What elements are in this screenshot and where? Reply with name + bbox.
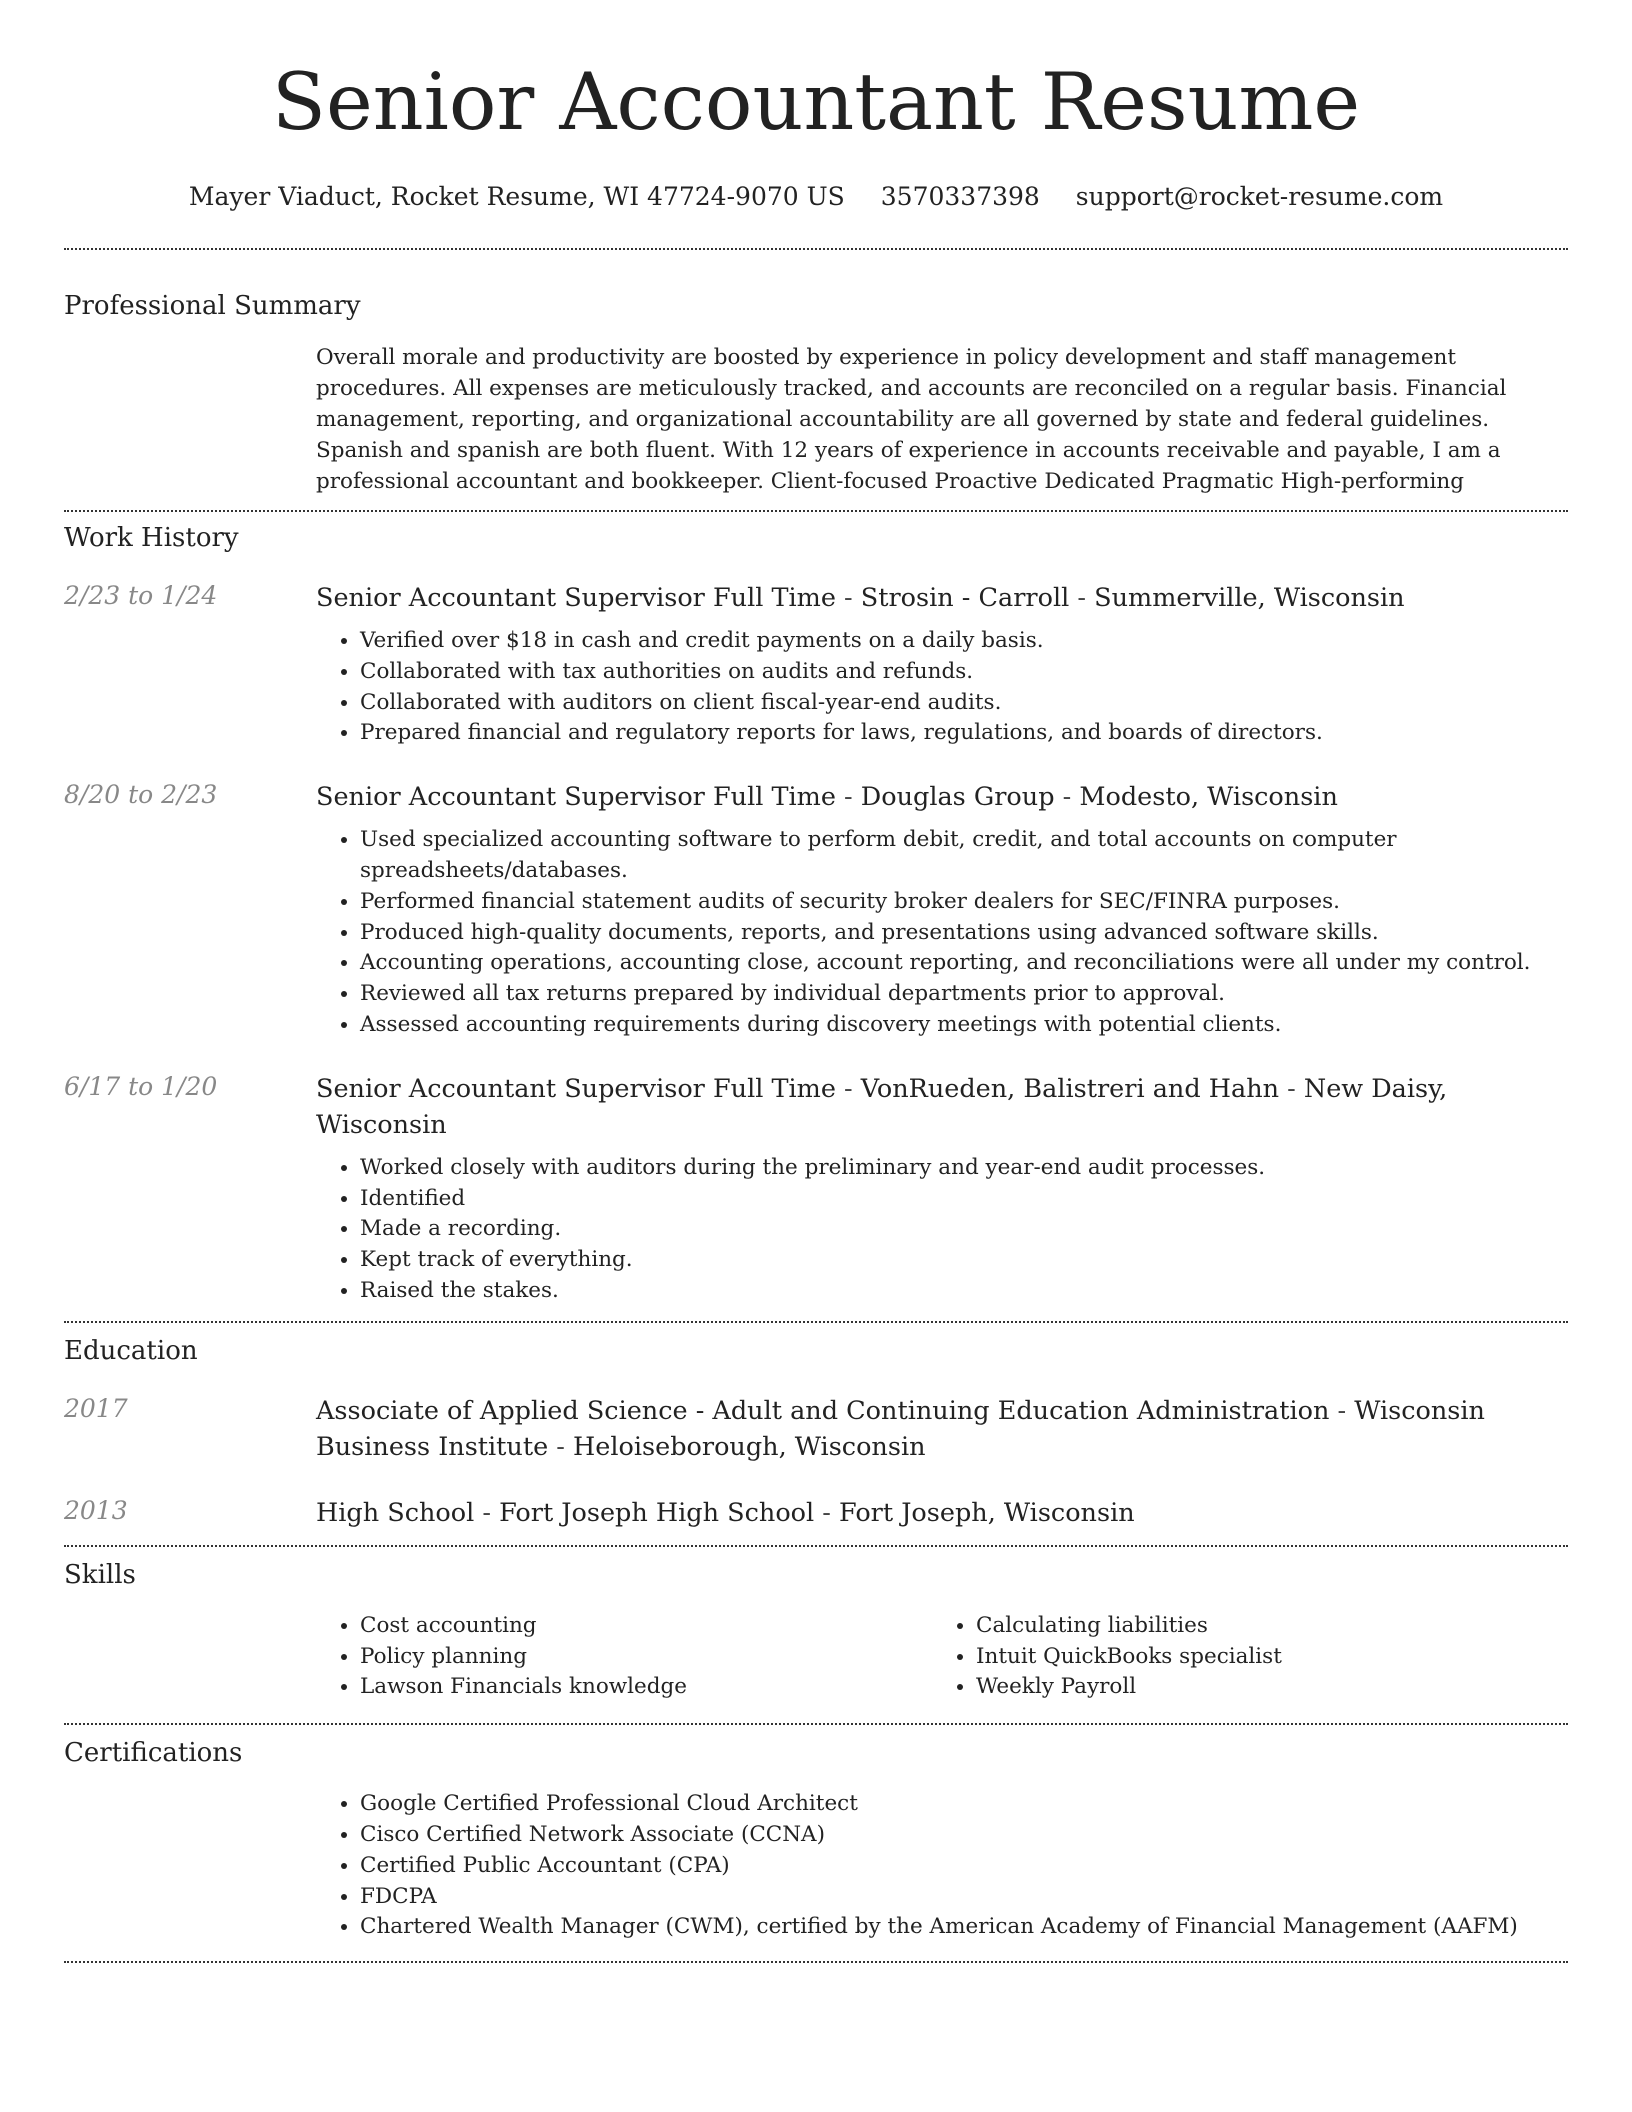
education-year: 2017 [64,1393,128,1423]
certification-item: • Chartered Wealth Manager (CWM), certified by the American Academy of Financial Management (AAFM) [360,1912,1568,1943]
job-dates: 8/20 to 2/23 [64,780,218,810]
divider [64,1321,1568,1323]
work-history-section [64,522,1568,1307]
certification-item: • Google Certified Professional Cloud Architect [360,1789,1568,1820]
certification-item: • Cisco Certified Network Associate (CCNA) [360,1820,1568,1851]
skill-item: • Cost accounting [360,1611,932,1642]
job-bullet: • Prepared financial and regulatory reports for laws, regulations, and boards of directors. [360,718,1568,749]
skill-item: • Intuit QuickBooks specialist [976,1642,1548,1673]
job-bullet: • Performed financial statement audits of security broker dealers for SEC/FINRA purposes. [360,887,1568,918]
job-entry [64,580,1568,749]
job-dates: 2/23 to 1/24 [64,581,218,610]
job-title [316,1071,1568,1143]
separator: - [835,1073,861,1104]
separator: - [1054,782,1080,813]
job-bullet: • Made a recording. [360,1214,1568,1245]
divider [64,248,1568,250]
job-title [316,779,1568,815]
skills-list-right [932,1611,1548,1703]
job-bullet: • Worked closely with auditors during the preliminary and year-end audit processes. [360,1153,1568,1184]
job-dates: 6/17 to 1/20 [64,1071,218,1101]
education-entry [64,1495,1568,1531]
job-list [64,580,1568,1307]
skills-columns [316,1611,1568,1703]
education-degree: Associate of Applied Science - Adult and Continuing Education Administration [316,1395,1330,1426]
education-section [64,1335,1568,1531]
divider [64,1961,1568,1963]
separator: - [474,1497,500,1528]
education-location: Fort Joseph, Wisconsin [839,1497,1135,1528]
job-body [316,580,1568,749]
job-bullets [316,626,1568,749]
skill-item: • Weekly Payroll [976,1672,1548,1703]
job-entry [64,779,1568,1041]
separator: - [814,1497,840,1528]
education-title [316,1495,1568,1531]
separator: - [548,1431,574,1462]
education-school: Wisconsin Business Institute [316,1395,1485,1462]
skills-section [64,1559,1568,1703]
education-degree: High School [316,1497,475,1528]
divider [64,510,1568,512]
skill-item: • Calculating liabilities [976,1611,1548,1642]
contact-phone: 3570337398 [880,182,1040,211]
certifications-list [316,1789,1568,1943]
summary-text: Overall morale and productivity are boosted by experience in policy development and staff management procedures. All expenses are meticulously tracked, and accounts are reconciled on a regular basis. Financial management, reporting, and organizational accountability are all governed by state and federal guidelines. Spanish and spanish are both fluent. With 12 years of experience in accounts receivable and payable, I am a professional accountant and bookkeeper. Client-focused Proactive Dedicated Pragmatic High-performing [316,345,1507,494]
job-bullet: • Produced high-quality documents, reports, and presentations using advanced software skills. [360,918,1568,949]
section-title-summary: Professional Summary [64,291,361,321]
divider [64,1545,1568,1547]
job-company: VonRueden, Balistreri and Hahn [860,1073,1280,1104]
job-location: New Daisy, Wisconsin [316,1073,1448,1140]
job-company: Douglas Group [860,782,1055,813]
job-position: Senior Accountant Supervisor Full Time [316,782,836,813]
job-bullet: • Kept track of everything. [360,1245,1568,1276]
contact-address: Mayer Viaduct, Rocket Resume, WI 47724-9070 US [188,182,845,211]
job-bullet: • Verified over $18 in cash and credit payments on a daily basis. [360,626,1568,657]
education-location: Heloiseborough, Wisconsin [573,1431,926,1462]
skill-item: • Lawson Financials knowledge [360,1672,932,1703]
job-position: Senior Accountant Supervisor Full Time [316,1073,836,1104]
contact-email: support@rocket-resume.com [1075,182,1444,211]
certification-item: • Certified Public Accountant (CPA) [360,1851,1568,1882]
separator: - [835,583,861,613]
job-body [316,779,1568,1041]
job-bullet: • Used specialized accounting software to perform debit, credit, and total accounts on computer spreadsheets/databases. [360,825,1568,887]
education-year: 2013 [64,1495,128,1525]
section-title-certifications: Certifications [64,1738,243,1769]
summary-section [64,290,1568,497]
contact-line [64,182,1568,212]
job-bullet: • Collaborated with tax authorities on audits and refunds. [360,657,1568,688]
job-title [316,580,1568,616]
job-company: Strosin - Carroll [860,583,1070,613]
job-bullet: • Reviewed all tax returns prepared by individual departments prior to approval. [360,979,1568,1010]
education-title [316,1393,1568,1465]
separator: - [835,782,861,813]
certifications-section [64,1737,1568,1943]
job-bullets [316,825,1568,1041]
job-body [316,1071,1568,1307]
skill-item: • Policy planning [360,1642,932,1673]
resume-title: Senior Accountant Resume [271,56,1361,148]
section-title-work-history: Work History [64,523,239,553]
job-bullet: • Accounting operations, accounting close, account reporting, and reconciliations were all under my control. [360,948,1568,979]
separator: - [1279,1073,1304,1104]
skills-list-left [316,1611,932,1703]
job-bullets [316,1153,1568,1307]
job-bullet: • Collaborated with auditors on client fiscal-year-end audits. [360,688,1568,719]
section-title-education: Education [64,1335,198,1366]
certification-item: • FDCPA [360,1882,1568,1913]
education-school: Fort Joseph High School [499,1497,815,1528]
separator: - [1069,583,1095,613]
certifications-body [316,1789,1568,1943]
job-bullet: • Raised the stakes. [360,1276,1568,1307]
education-list [64,1393,1568,1531]
section-title-skills: Skills [64,1559,136,1590]
separator: - [1329,1395,1355,1426]
education-entry [64,1393,1568,1465]
job-bullet: • Identified [360,1184,1568,1215]
job-bullet: • Assessed accounting requirements during discovery meetings with potential clients. [360,1010,1568,1041]
divider [64,1723,1568,1725]
job-entry [64,1071,1568,1307]
job-location: Modesto, Wisconsin [1079,782,1338,813]
job-position: Senior Accountant Supervisor Full Time [316,583,836,613]
job-location: Summerville, Wisconsin [1094,583,1405,613]
